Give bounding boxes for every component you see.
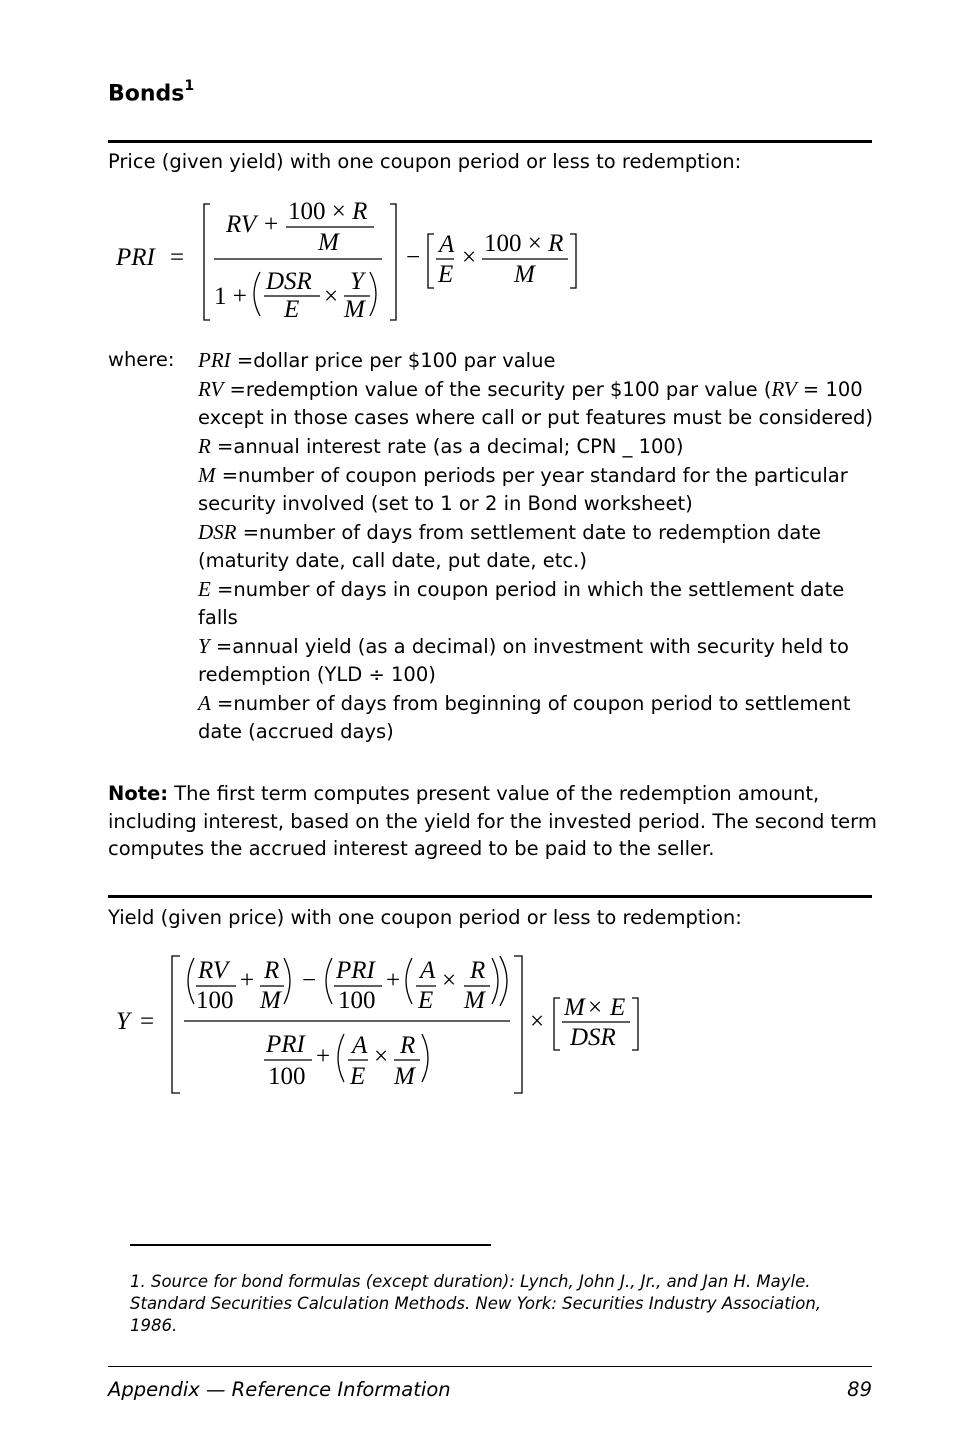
section-rule-2	[108, 895, 872, 898]
svg-text:R: R	[400, 1032, 416, 1059]
svg-text:M: M	[394, 1063, 415, 1090]
svg-text:+: +	[316, 1043, 331, 1070]
svg-text:A: A	[420, 957, 436, 984]
definition-r	[198, 432, 878, 461]
svg-text:−: −	[406, 244, 421, 271]
svg-text:E: E	[350, 1063, 366, 1090]
note-text: The first term computes present value of the redemption amount, including interest, based on the yield for the invested period. The second term computes the accrued interest agreed to be paid to the seller.	[108, 782, 877, 860]
svg-text:M: M	[564, 994, 585, 1021]
footnote-text: 1. Source for bond formulas (except duration): Lynch, John J., Jr., and Jan H. Mayle. Standard Securities Calculation Methods. New York: Securities Industry Association, 1986.	[130, 1272, 822, 1335]
definition-text: =redemption value of the security per $100 par value (	[229, 378, 772, 401]
definition-a	[198, 689, 878, 746]
svg-text:100 × R: 100 × R	[484, 230, 564, 257]
svg-text:×: ×	[530, 1008, 545, 1035]
symbol-rv-inline: RV	[771, 377, 797, 401]
definition-text: = 100 except in those cases where call or put features must be considered)	[198, 378, 873, 429]
svg-text:×: ×	[374, 1043, 389, 1070]
svg-text:PRI: PRI	[116, 244, 155, 271]
definition-dsr	[198, 518, 878, 575]
definition-e	[198, 575, 878, 632]
svg-text:×: ×	[462, 244, 477, 271]
svg-text:E: E	[418, 987, 434, 1014]
svg-text:DSR: DSR	[570, 1024, 616, 1051]
svg-text:M: M	[464, 987, 485, 1014]
where-label: where:	[108, 348, 175, 371]
svg-text:M: M	[514, 261, 535, 288]
section-rule-1	[108, 140, 872, 143]
svg-text:RV: RV	[226, 211, 257, 238]
symbol-pri: PRI	[198, 348, 231, 372]
price-formula	[108, 192, 628, 336]
svg-text:=: =	[140, 1008, 155, 1035]
definition-m	[198, 461, 878, 518]
footnote-rule	[130, 1244, 491, 1246]
svg-text:+: +	[240, 967, 255, 994]
svg-text:−: −	[302, 967, 317, 994]
svg-text:RV: RV	[198, 957, 229, 984]
note-label: Note:	[108, 782, 169, 805]
definition-y	[198, 632, 878, 689]
svg-text:M: M	[344, 296, 365, 323]
section-heading	[108, 80, 194, 106]
svg-text:100: 100	[268, 1063, 306, 1090]
svg-text:100 × R: 100 × R	[288, 198, 368, 225]
svg-text:PRI: PRI	[336, 957, 375, 984]
symbol-m: M	[198, 463, 216, 487]
heading-title: Bonds	[108, 81, 185, 107]
price-formula-svg	[108, 192, 628, 332]
svg-text:A: A	[352, 1032, 368, 1059]
yield-formula	[108, 950, 668, 1104]
svg-text:M: M	[260, 987, 281, 1014]
symbol-r: R	[198, 434, 211, 458]
footer-rule	[108, 1366, 872, 1367]
svg-text:+: +	[264, 211, 279, 238]
svg-text:R: R	[470, 957, 486, 984]
svg-text:PRI: PRI	[266, 1031, 305, 1058]
definition-rv	[198, 375, 878, 432]
svg-text:A: A	[439, 231, 455, 258]
definition-text: =number of coupon periods per year standard for the particular security involved (set to 1 or 2 in Bond worksheet)	[198, 464, 848, 515]
footnote-mark: 1	[184, 78, 195, 94]
definition-text: =number of days in coupon period in which the settlement date falls	[198, 578, 845, 629]
svg-text:DSR: DSR	[266, 268, 312, 295]
svg-text:=: =	[170, 244, 185, 271]
svg-text:1 +: 1 +	[214, 283, 247, 310]
symbol-e: E	[198, 577, 211, 601]
svg-text:Y: Y	[350, 268, 364, 295]
svg-text:100: 100	[196, 987, 234, 1014]
definition-text: =number of days from settlement date to redemption date (maturity date, call date, put date, etc.)	[198, 521, 821, 572]
svg-text:E: E	[438, 261, 454, 288]
svg-text:M: M	[318, 229, 339, 256]
svg-text:100: 100	[338, 987, 376, 1014]
note-paragraph	[108, 780, 878, 863]
svg-text:×: ×	[324, 283, 339, 310]
definition-text: =dollar price per $100 par value	[236, 349, 556, 372]
symbol-a: A	[198, 691, 211, 715]
svg-text:+: +	[386, 967, 401, 994]
price-intro: Price (given yield) with one coupon period or less to redemption:	[108, 150, 742, 173]
symbol-rv: RV	[198, 377, 224, 401]
svg-text:R: R	[264, 957, 280, 984]
svg-text:×: ×	[442, 967, 457, 994]
page-number: 89	[847, 1378, 872, 1401]
definition-text: =annual yield (as a decimal) on investment with security held to redemption (YLD ÷ 100)	[198, 635, 849, 686]
yield-intro: Yield (given price) with one coupon period or less to redemption:	[108, 906, 742, 929]
footer-section-title: Appendix — Reference Information	[108, 1378, 451, 1401]
definitions-list	[198, 346, 878, 746]
definition-pri	[198, 346, 878, 375]
definition-text: =annual interest rate (as a decimal; CPN _ 100)	[217, 435, 684, 458]
svg-text:E: E	[284, 296, 300, 323]
symbol-y: Y	[198, 634, 210, 658]
definition-text: =number of days from beginning of coupon period to settlement date (accrued days)	[198, 692, 851, 743]
svg-text:×: ×	[588, 994, 603, 1021]
symbol-dsr: DSR	[198, 520, 237, 544]
yield-formula-svg	[108, 950, 668, 1100]
svg-text:Y: Y	[116, 1008, 130, 1035]
svg-text:E: E	[610, 994, 626, 1021]
